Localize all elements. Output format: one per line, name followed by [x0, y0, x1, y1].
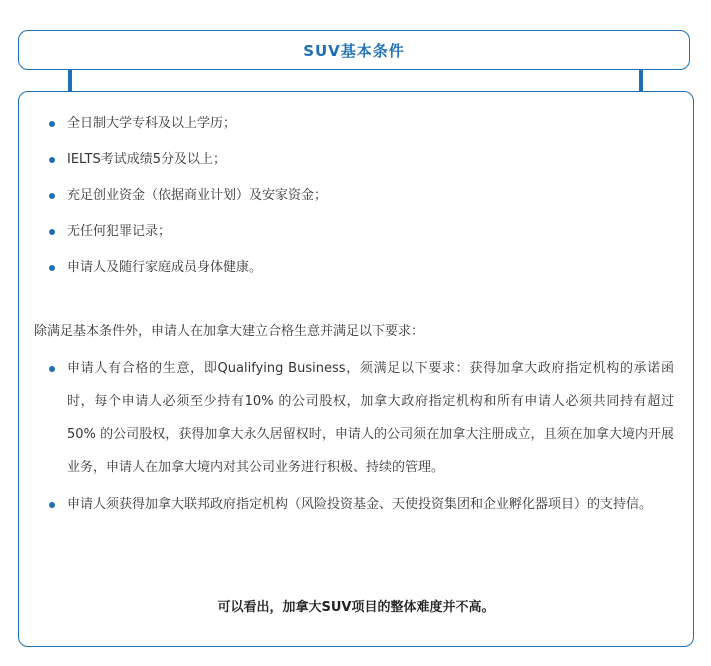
- bullet-icon: [49, 229, 55, 235]
- list-item: [49, 352, 674, 484]
- list-item: [49, 488, 674, 521]
- left-connector: [68, 70, 72, 92]
- list-item-text: IELTS考试成绩5分及以上；: [67, 152, 226, 167]
- basic-conditions-list: [49, 114, 669, 294]
- content-box: [18, 91, 694, 647]
- bullet-icon: [49, 193, 55, 199]
- page-title: SUV基本条件: [303, 41, 405, 60]
- intro-paragraph: 除满足基本条件外，申请人在加拿大建立合格生意并满足以下要求：: [34, 324, 425, 339]
- bullet-icon: [49, 121, 55, 127]
- bullet-icon: [49, 366, 55, 372]
- bullet-icon: [49, 265, 55, 271]
- list-item: [49, 114, 669, 150]
- conclusion-text: 可以看出，加拿大SUV项目的整体难度并不高。: [217, 600, 495, 615]
- requirements-list: [49, 352, 674, 521]
- list-item-text: 全日制大学专科及以上学历；: [67, 116, 237, 131]
- list-item: [49, 186, 669, 222]
- list-item-text: 充足创业资金（依据商业计划）及安家资金；: [67, 188, 328, 203]
- title-box: [18, 30, 690, 70]
- list-item-text: 无任何犯罪记录；: [67, 224, 172, 239]
- list-item-text: 申请人有合格的生意，即Qualifying Business，须满足以下要求：获得加拿大政府指定机构的承诺函时，每个申请人必须至少持有10% 的公司股权，加拿大政府指定机构和所有申请人必须共同持有超过50% 的公司股权，获得加拿大永久居留权时，申请人的公司须在加拿大注册成立，且须在加拿大境内开展业务，申请人在加拿大境内对其公司业务进行积极、持续的管理。: [67, 361, 674, 475]
- list-item-text: 申请人及随行家庭成员身体健康。: [67, 260, 263, 275]
- list-item: [49, 222, 669, 258]
- bullet-icon: [49, 502, 55, 508]
- bullet-icon: [49, 157, 55, 163]
- list-item: [49, 258, 669, 294]
- list-item: [49, 150, 669, 186]
- list-item-text: 申请人须获得加拿大联邦政府指定机构（风险投资基金、天使投资集团和企业孵化器项目）的支持信。: [67, 497, 653, 512]
- right-connector: [639, 70, 643, 92]
